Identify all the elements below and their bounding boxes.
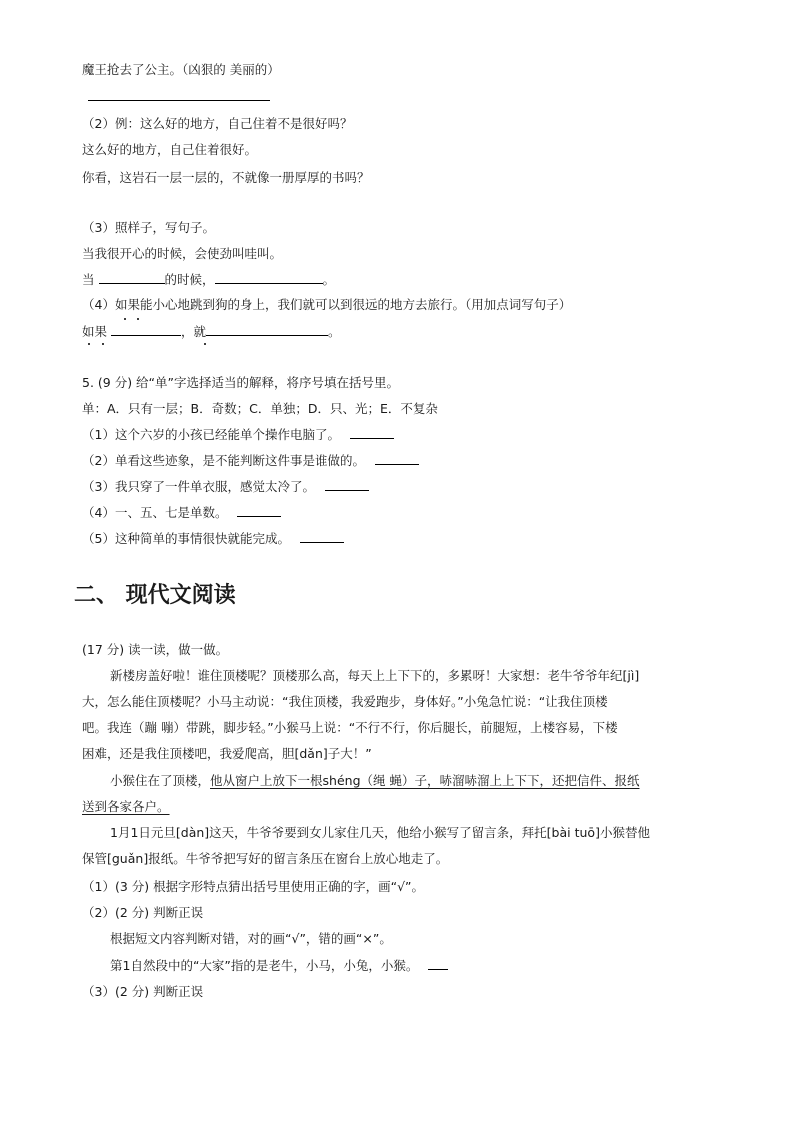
passage-line: 1月1日元旦[dàn]这天，牛爷爷要到女儿家住几天，他给小猴写了留言条，拜托[bài tuō]小猴替他	[110, 825, 650, 840]
answer-blank[interactable]	[428, 957, 448, 970]
fill-prefix: 如果	[82, 324, 108, 339]
emphasis-dot	[204, 343, 206, 345]
underlined-sentence: 他从窗户上放下一根shéng（绳 蝇）子，哧溜哧溜上上下下，还把信件、报纸	[210, 773, 640, 788]
item-text: （5）这种简单的事情很快就能完成。	[82, 531, 290, 546]
sub-question: （1）(3 分) 根据字形特点猜出括号里使用正确的字，画“√”。	[82, 879, 425, 894]
answer-blank[interactable]	[206, 323, 328, 336]
passage-line: 困难，还是我住顶楼吧，我爱爬高，胆[dǎn]子大！”	[82, 746, 372, 761]
sub-question: （3）(2 分) 判断正误	[82, 984, 204, 999]
passage-line	[82, 798, 170, 816]
option-list: 单：A．只有一层；B．奇数；C．单独；D．只、光；E．不复杂	[82, 401, 438, 416]
answer-blank[interactable]	[375, 452, 419, 465]
passage-line	[110, 772, 639, 790]
question-item	[82, 426, 394, 444]
emphasis-dot	[102, 343, 104, 345]
question-label: （4）如果能小心地跳到狗的身上，我们就可以到很远的地方去旅行。（用加点词写句子）	[82, 297, 572, 312]
fill-end: 。	[328, 324, 341, 339]
instruction-text: 根据短文内容判断对错，对的画“√”，错的画“×”。	[110, 931, 392, 946]
question-item	[82, 452, 419, 470]
section-heading: 二、 现代文阅读	[74, 583, 236, 608]
passage-line: 吧。我连（蹦 嘣）带跳，脚步轻。”小猴马上说：“不行不行，你后腿长，前腿短，上楼容易，下楼	[82, 720, 618, 735]
answer-blank[interactable]	[237, 504, 281, 517]
passage-line: 保管[guǎn]报纸。牛爷爷把写好的留言条压在窗台上放心地走了。	[82, 851, 449, 866]
fill-mid: 的时候，	[164, 272, 215, 287]
answer-blank[interactable]	[111, 323, 181, 336]
fill-mid: ，就	[181, 324, 207, 339]
emphasis-dot	[137, 318, 139, 320]
example-sentence: 这么好的地方，自己住着很好。	[82, 142, 258, 157]
question-item	[82, 530, 344, 548]
question-sentence: 你看，这岩石一层一层的，不就像一册厚厚的书吗？	[82, 170, 370, 185]
fill-prefix: 当	[82, 272, 95, 287]
item-text: （2）单看这些迹象，是不能判断这件事是谁做的。	[82, 453, 365, 468]
underlined-sentence: 送到各家各户。	[82, 799, 170, 814]
question-label: （3）照样子，写句子。	[82, 220, 215, 235]
example-sentence: 当我很开心的时候，会使劲叫哇叫。	[82, 246, 283, 261]
passage-line: 大，怎么能住顶楼呢？小马主动说：“我住顶楼，我爱跑步，身体好。”小兔急忙说：“让我住顶楼	[82, 694, 608, 709]
passage-text: 小猴住在了顶楼，	[110, 773, 211, 788]
answer-blank[interactable]	[215, 271, 323, 284]
answer-blank[interactable]	[300, 530, 344, 543]
answer-blank[interactable]	[325, 478, 369, 491]
sub-question: （2）(2 分) 判断正误	[82, 905, 204, 920]
question-item	[82, 478, 369, 496]
fill-sentence	[82, 323, 341, 341]
fill-end: 。	[322, 272, 336, 287]
question-title: 5. (9 分) 给“单”字选择适当的解释，将序号填在括号里。	[82, 375, 400, 390]
emphasis-dot	[88, 343, 90, 345]
item-text: （1）这个六岁的小孩已经能单个操作电脑了。	[82, 427, 340, 442]
emphasis-dot	[124, 318, 126, 320]
question-item	[82, 504, 281, 522]
answer-line[interactable]	[88, 100, 270, 101]
answer-blank[interactable]	[99, 271, 165, 284]
fill-sentence	[82, 271, 335, 289]
item-text: （3）我只穿了一件单衣服，感觉太冷了。	[82, 479, 315, 494]
statement-line	[110, 957, 448, 975]
item-text: （4）一、五、七是单数。	[82, 505, 228, 520]
statement-text: 第1自然段中的“大家”指的是老牛，小马，小兔，小猴。	[110, 958, 419, 973]
passage-line: 新楼房盖好啦！谁住顶楼呢？顶楼那么高，每天上上下下的，多累呀！大家想：老牛爷爷年纪[jì]	[110, 668, 640, 683]
question-label: （2）例：这么好的地方，自己住着不是很好吗？	[82, 116, 353, 131]
answer-blank[interactable]	[350, 426, 394, 439]
section-intro: (17 分) 读一读，做一做。	[82, 642, 229, 657]
sentence-line: 魔王抢去了公主。（凶狠的 美丽的）	[82, 62, 280, 77]
